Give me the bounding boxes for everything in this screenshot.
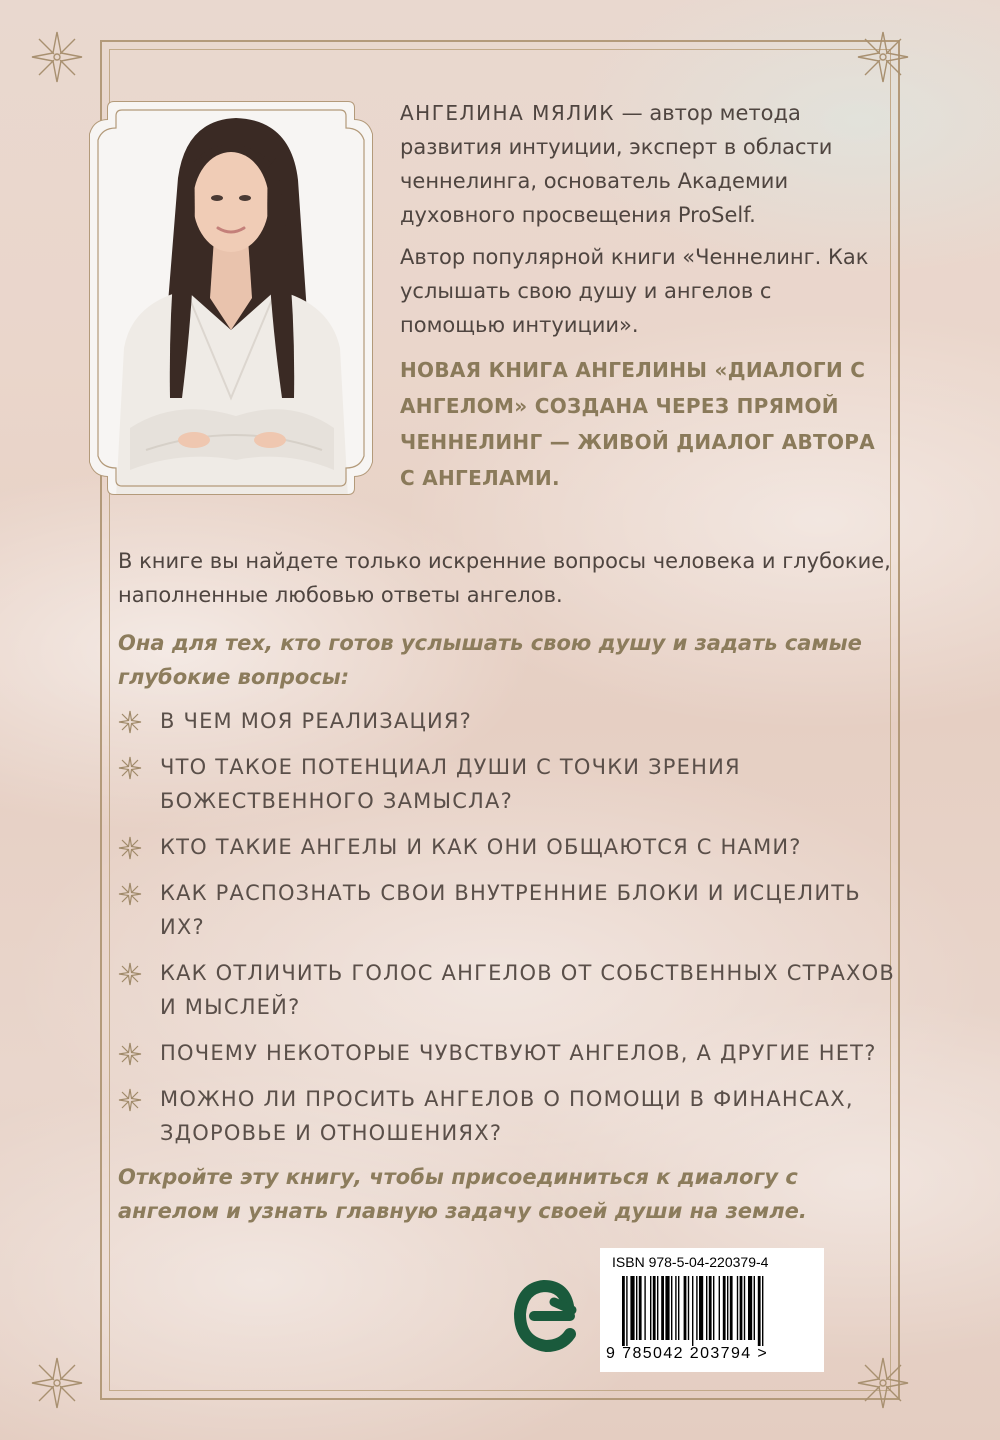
- barcode-bar: [719, 1276, 720, 1340]
- barcode-bar: [730, 1276, 733, 1340]
- barcode-bar: [661, 1276, 664, 1340]
- author-description: — автор метода развития интуиции, эксперт в области ченнелинга, основатель Академии духовного просвещения ProSelf.: [400, 101, 833, 227]
- corner-star-icon: [30, 1356, 84, 1410]
- sparkle-star-icon: [118, 756, 142, 780]
- barcode-bar: [678, 1276, 679, 1340]
- isbn-label: ISBN 978-5-04-220379-4: [612, 1254, 769, 1270]
- sparkle-star-icon: [118, 1088, 142, 1112]
- barcode-bar: [706, 1276, 707, 1340]
- audience-lead: Она для тех, кто готов услышать свою душу и задать самые глубокие вопросы:: [118, 631, 862, 689]
- corner-star-icon: [30, 30, 84, 84]
- author-bio: [400, 96, 880, 232]
- sparkle-star-icon: [118, 962, 142, 986]
- barcode-digits: 9 785042 203794 >: [606, 1345, 769, 1362]
- barcode-bar: [709, 1276, 712, 1340]
- barcode-bar: [699, 1276, 703, 1340]
- corner-star-icon: [856, 30, 910, 84]
- barcode-bar: [644, 1276, 645, 1340]
- barcode-bar: [696, 1276, 697, 1340]
- barcode-bar: [657, 1276, 658, 1340]
- author-name: АНГЕЛИНА МЯЛИК: [400, 101, 615, 125]
- list-item: КАК ОТЛИЧИТЬ ГОЛОС АНГЕЛОВ ОТ СОБСТВЕННЫХ СТРАХОВ И МЫСЛЕЙ?: [118, 956, 898, 1024]
- barcode-bar: [688, 1276, 689, 1340]
- barcode-bars: [622, 1276, 808, 1346]
- barcode-bar: [626, 1276, 627, 1346]
- list-item: ПОЧЕМУ НЕКОТОРЫЕ ЧУВСТВУЮТ АНГЕЛОВ, А ДРУГИЕ НЕТ?: [118, 1036, 898, 1070]
- barcode-bar: [671, 1276, 672, 1340]
- barcode-bar: [684, 1276, 687, 1340]
- list-item: КАК РАСПОЗНАТЬ СВОИ ВНУТРЕННИЕ БЛОКИ И ИСЦЕЛИТЬ ИХ?: [118, 876, 898, 944]
- eksmo-logo: [510, 1276, 584, 1356]
- barcode-bar: [740, 1276, 743, 1340]
- barcode-bar: [727, 1276, 728, 1340]
- barcode-bar: [653, 1276, 656, 1340]
- barcode-bar: [650, 1276, 651, 1340]
- list-item: МОЖНО ЛИ ПРОСИТЬ АНГЕЛОВ О ПОМОЩИ В ФИНАНСАХ, ЗДОРОВЬЕ И ОТНОШЕНИЯХ?: [118, 1082, 898, 1150]
- closing-paragraph: Откройте эту книгу, чтобы присоединиться к диалогу с ангелом и узнать главную задачу своей души на земле.: [118, 1165, 807, 1223]
- barcode-bar: [636, 1276, 637, 1340]
- barcode-bar: [713, 1276, 714, 1340]
- sparkle-star-icon: [118, 836, 142, 860]
- sparkle-star-icon: [118, 710, 142, 734]
- intro-paragraph: В книге вы найдете только искренние вопросы человека и глубокие, наполненные любовью ответы ангелов.: [118, 549, 891, 607]
- barcode-bar: [737, 1276, 738, 1340]
- new-book-highlight: НОВАЯ КНИГА АНГЕЛИНЫ «ДИАЛОГИ С АНГЕЛОМ» СОЗДАНА ЧЕРЕЗ ПРЯМОЙ ЧЕННЕЛИНГ — ЖИВОЙ ДИАЛОГ АВТОРА С АНГЕЛАМИ.: [400, 358, 876, 490]
- barcode-bar: [762, 1276, 763, 1346]
- barcode-bar: [754, 1276, 755, 1340]
- barcode-bar: [675, 1276, 676, 1340]
- barcode-bar: [748, 1276, 752, 1340]
- corner-star-icon: [856, 1356, 910, 1410]
- barcode: [600, 1248, 824, 1372]
- barcode-bar: [639, 1276, 642, 1340]
- barcode-bar: [723, 1276, 726, 1340]
- question-list: [118, 704, 898, 1150]
- list-item: КТО ТАКИЕ АНГЕЛЫ И КАК ОНИ ОБЩАЮТСЯ С НАМИ?: [118, 830, 898, 864]
- barcode-bar: [744, 1276, 745, 1340]
- sparkle-star-icon: [118, 882, 142, 906]
- barcode-bar: [758, 1276, 761, 1346]
- author-photo: [86, 98, 376, 498]
- list-item: ЧТО ТАКОЕ ПОТЕНЦИАЛ ДУШИ С ТОЧКИ ЗРЕНИЯ БОЖЕСТВЕННОГО ЗАМЫСЛА?: [118, 750, 898, 818]
- barcode-bar: [692, 1276, 693, 1346]
- barcode-bar: [665, 1276, 669, 1340]
- sparkle-star-icon: [118, 1042, 142, 1066]
- barcode-bar: [622, 1276, 625, 1346]
- author-previous-book: Автор популярной книги «Ченнелинг. Как услышать свою душу и ангелов с помощью интуиции».: [400, 245, 869, 337]
- list-item: В ЧЕМ МОЯ РЕАЛИЗАЦИЯ?: [118, 704, 898, 738]
- barcode-bar: [630, 1276, 634, 1340]
